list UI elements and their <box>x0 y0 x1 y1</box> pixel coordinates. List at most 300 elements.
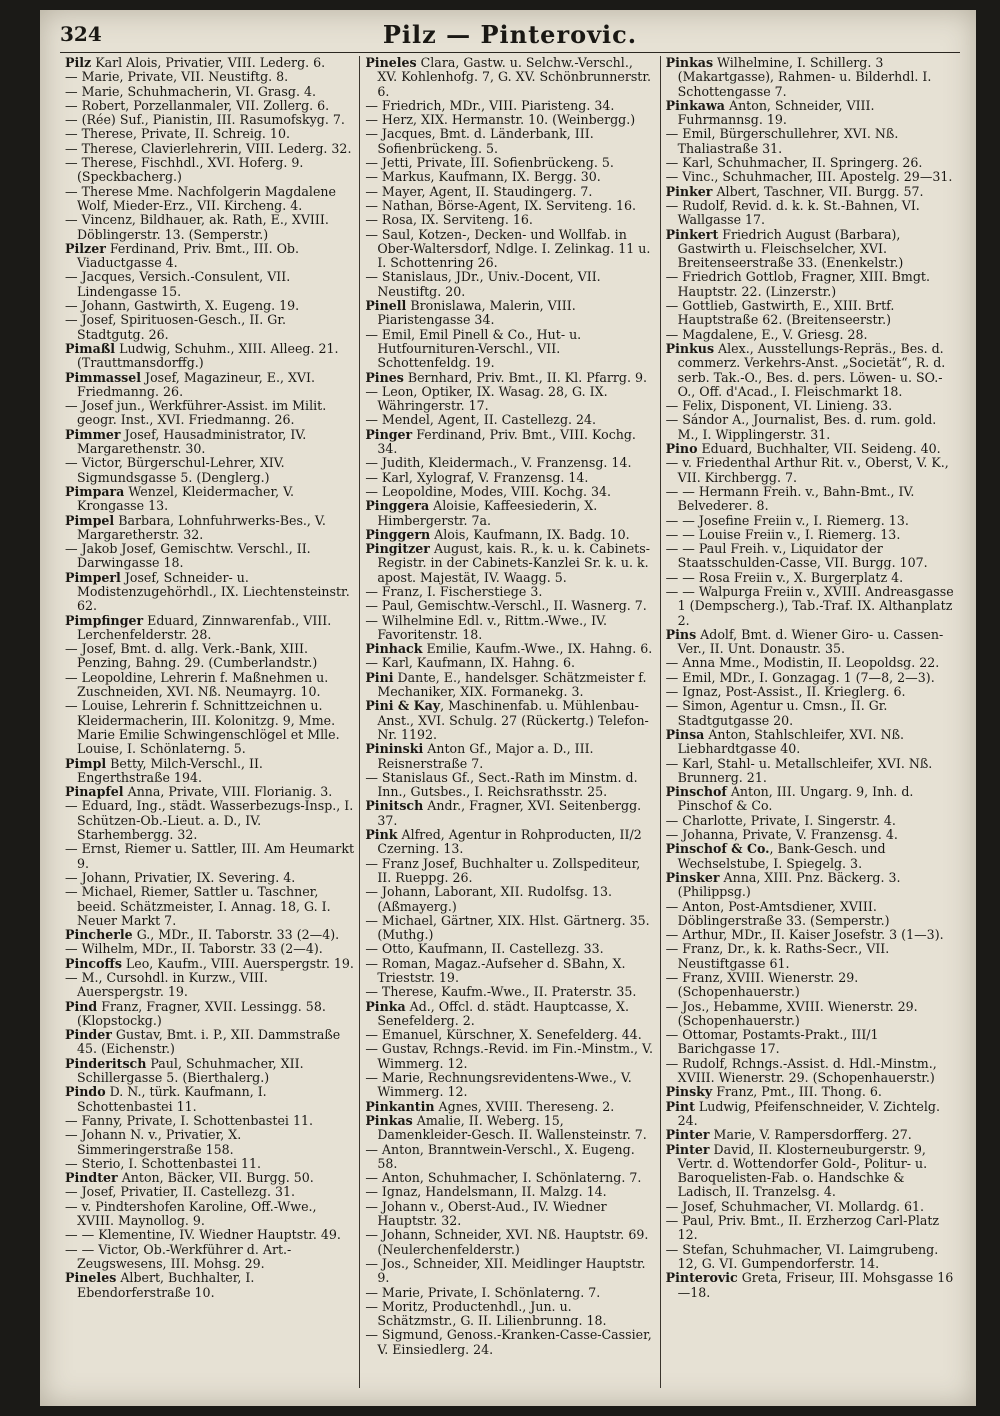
entry-surname: Pinka <box>365 998 406 1014</box>
directory-entry <box>666 1085 955 1099</box>
directory-entry <box>666 628 955 657</box>
entry-surname: Pingitzer <box>365 541 430 557</box>
entry-surname: Pininski <box>365 741 424 757</box>
entry-text: — Anton, Schuhmacher, I. Schönlaterng. 7. <box>365 1170 642 1186</box>
entry-text: Amalie, II. Weberg. 15, Damenkleider-Gesch. II. Wallensteinstr. 7. <box>377 1112 647 1143</box>
directory-entry <box>65 99 354 113</box>
entry-text: Ferdinand, Priv. Bmt., III. Ob. Viaductgasse 4. <box>77 240 299 271</box>
directory-entry <box>65 614 354 643</box>
entry-surname: Pink <box>365 827 398 843</box>
entry-text: — Emil, Bürgerschullehrer, XVI. Nß. Thaliastraße 31. <box>665 126 899 156</box>
directory-entry <box>365 127 654 156</box>
entry-text: — — Hermann Freih. v., Bahn-Bmt., IV. Belvederег. 8. <box>665 483 915 514</box>
entry-text: — Franz, I. Fischerstiege 3. <box>365 583 543 599</box>
entry-text: — Gustav, Rchngs.-Revid. im Fin.-Minstm., V. Wimmerg. 12. <box>365 1041 653 1071</box>
directory-entry <box>65 242 354 271</box>
entry-text: Alex., Ausstellungs-Repräs., Bes. d. commerz. Verkehrs-Anst. „Societät“, R. d. serb. Tak.-O., Bes. d. pers. Löwen- u. SO.-O., Off. d'Acad., I. Fleischmarkt 18. <box>677 340 946 399</box>
directory-entry <box>365 328 654 371</box>
entry-text: Eduard, Buchhalter, VII. Seideng. 40. <box>697 441 941 457</box>
entry-surname: Pimpara <box>65 483 125 499</box>
entry-surname: Pinkantin <box>365 1098 435 1114</box>
directory-entry <box>365 857 654 886</box>
entry-text: — Anton, Post-Amtsdiener, XVIII. Döblingerstraße 33. (Semperstr.) <box>665 898 890 928</box>
entry-surname: Pineles <box>65 1270 117 1286</box>
entry-text: — Sigmund, Genoss.-Kranken-Casse-Cassier, V. Einsiedlerg. 24. <box>365 1327 652 1357</box>
entry-text: — Leopoldine, Lehrerin f. Maßnehmen u. Zuschneiden, XVI. Nß. Neumayrg. 10. <box>65 669 329 700</box>
entry-text: Clara, Gastw. u. Selchw.-Verschl., XV. Kohlenhofg. 7, G. XV. Schönbrunnerstr. 6. <box>377 56 652 99</box>
entry-text: — Jacques, Versich.-Consulent, VII. Lindengasse 15. <box>65 269 291 299</box>
directory-entry <box>666 99 955 128</box>
directory-entry <box>666 56 955 99</box>
entry-text: — Leopoldine, Modes, VIII. Kochg. 34. <box>365 483 612 499</box>
directory-entry <box>666 528 955 542</box>
page-number: 324 <box>60 22 102 46</box>
directory-page <box>40 10 976 1406</box>
directory-entry <box>666 728 955 757</box>
directory-entry <box>666 170 955 184</box>
directory-entry <box>365 1200 654 1229</box>
entry-text: — Johann N. v., Privatier, X. Simmeringerstraße 158. <box>65 1127 242 1157</box>
entry-text: Anton, Schneider, VIII. Fuhrmannsg. 19. <box>677 97 875 128</box>
directory-entry <box>65 313 354 342</box>
entry-text: — Felix, Disponent, VI. Linieng. 33. <box>665 398 893 414</box>
entry-surname: Pinter <box>665 1127 710 1143</box>
entry-text: — Wilhelm, MDr., II. Taborstr. 33 (2—4). <box>65 941 323 957</box>
entry-text: Franz, Pmt., III. Thong. 6. <box>712 1084 882 1100</box>
entry-text: — Charlotte, Private, I. Singerstr. 4. <box>665 812 896 828</box>
entry-surname: Pinter <box>665 1141 710 1157</box>
entry-text: Wenzel, Kleidermacher, V. Krongasse 13. <box>77 483 295 514</box>
directory-entry <box>365 942 654 956</box>
directory-entry <box>365 1100 654 1114</box>
directory-entry <box>365 1071 654 1100</box>
entry-text: Ludwig, Schuhm., XIII. Alleeg. 21. (Trauttmansdorffg.) <box>77 340 339 371</box>
entry-surname: Pinsa <box>665 726 705 742</box>
entry-text: Anna, Private, VIII. Florianig. 3. <box>123 784 333 800</box>
directory-entry <box>365 885 654 914</box>
directory-entry <box>365 385 654 414</box>
directory-entry <box>365 614 654 643</box>
entry-surname: Pinggera <box>365 498 430 514</box>
directory-entry <box>666 656 955 670</box>
entry-surname: Pinsker <box>665 869 720 885</box>
entry-text: — Jos., Schneider, XII. Meidlinger Hauptstr. 9. <box>365 1255 646 1286</box>
entry-text: — Stefan, Schuhmacher, VI. Laimgrubeng. 12, G. VI. Gumpendorferstr. 14. <box>665 1241 939 1271</box>
directory-entry <box>65 799 354 842</box>
directory-entry <box>365 113 654 127</box>
directory-entry <box>666 1057 955 1086</box>
directory-entry <box>365 413 654 427</box>
entry-surname: Pins <box>665 626 697 642</box>
directory-entry <box>666 185 955 199</box>
directory-entry <box>65 185 354 214</box>
entry-text: — Karl, Kaufmann, IX. Hahng. 6. <box>365 655 576 671</box>
directory-entry <box>666 1128 955 1142</box>
entry-text: — — Paul Freih. v., Liquidator der Staatsschulden-Casse, VII. Burgg. 107. <box>665 541 928 571</box>
entry-text: — Eduard, Ing., städt. Wasserbezugs-Insp., I. Schützen-Ob.-Lieut. a. D., IV. Starhembergg. 32. <box>65 798 354 843</box>
entry-text: Anton Gf., Major a. D., III. Reisnerstraße 7. <box>377 741 594 771</box>
entry-text: — Marie, Private, VII. Neustiftg. 8. <box>65 69 289 85</box>
directory-entry <box>65 1000 354 1029</box>
entry-surname: Pinder <box>65 1027 112 1043</box>
entry-surname: Pinschof & Co. <box>665 841 770 857</box>
directory-entry <box>666 413 955 442</box>
running-head: Pilz — Pinterovic. <box>382 20 638 49</box>
entry-surname: Pinitsch <box>365 798 424 814</box>
entry-text: — Markus, Kaufmann, IX. Bergg. 30. <box>365 169 601 185</box>
entry-text: Anton, III. Ungarg. 9, Inh. d. Pinschof & Co. <box>677 784 914 814</box>
directory-entry <box>65 757 354 786</box>
directory-entry <box>666 942 955 971</box>
directory-entry <box>365 671 654 700</box>
entry-surname: Pinkas <box>365 1112 413 1128</box>
entry-text: — Emanuel, Kürschner, X. Senefelderg. 44. <box>365 1027 642 1043</box>
directory-entry <box>65 485 354 514</box>
directory-entry <box>365 1257 654 1286</box>
entry-text: — Karl, Xylograf, V. Franzensg. 14. <box>365 469 589 485</box>
directory-entry <box>365 1300 654 1329</box>
entry-text: — Vinc., Schuhmacher, III. Apostelg. 29—31. <box>665 169 953 185</box>
directory-entry <box>365 228 654 271</box>
directory-entry <box>65 942 354 956</box>
entry-text: — Friedrich, MDr., VIII. Piaristeng. 34. <box>365 97 615 113</box>
directory-entry <box>666 685 955 699</box>
directory-entry <box>65 1057 354 1086</box>
entry-surname: Pinkus <box>665 340 715 356</box>
directory-entry <box>65 1243 354 1272</box>
directory-entry <box>65 1028 354 1057</box>
entry-surname: Pimpel <box>65 512 115 528</box>
entry-text: — Josef, Bmt. d. allg. Verk.-Bank, XIII. Penzing, Bahng. 29. (Cumberlandstr.) <box>65 641 318 671</box>
directory-entry <box>65 113 354 127</box>
entry-text: , Bank-Gesch. und Wechselstube, I. Spiegelg. 3. <box>677 841 886 871</box>
directory-entry <box>666 456 955 485</box>
entry-text: — Moritz, Productenhdl., Jun. u. Schätzmstr., G. II. Lilienbrunng. 18. <box>365 1298 607 1329</box>
entry-text: — Franz, XVIII. Wienerstr. 29. (Schopenhauerstr.) <box>665 970 859 1000</box>
directory-entry <box>666 971 955 1000</box>
entry-text: D. N., türk. Kaufmann, I. Schottenbastei 11. <box>77 1084 267 1114</box>
entry-surname: Pinkawa <box>665 97 725 113</box>
directory-entry <box>365 99 654 113</box>
entry-text: — Sándor A., Journalist, Bes. d. rum. gold. M., I. Wipplingerstr. 31. <box>665 412 937 442</box>
directory-entry <box>65 371 354 400</box>
entry-text: Alfred, Agentur in Rohproducten, II/2 Czerning. 13. <box>377 827 642 857</box>
directory-entry <box>365 1328 654 1357</box>
entry-text: — Paul, Priv. Bmt., II. Erzherzog Carl-Platz 12. <box>665 1213 940 1243</box>
entry-text: — Johann, Schneider, XVI. Nß. Hauptstr. 69. (Neulerchenfelderstr.) <box>365 1227 649 1257</box>
entry-text: Andr., Fragner, XVI. Seitenbergg. 37. <box>377 798 642 828</box>
directory-entry <box>65 428 354 457</box>
entry-surname: Pines <box>365 369 404 385</box>
entry-surname: Pinkas <box>665 56 714 70</box>
directory-entry <box>65 270 354 299</box>
directory-entry <box>666 156 955 170</box>
entry-text: — Nathan, Börse-Agent, IX. Serviteng. 16. <box>365 197 636 213</box>
entry-text: — Therese, Kaufm.-Wwe., II. Praterstr. 35. <box>365 984 637 1000</box>
entry-surname: Pimaßl <box>65 340 116 356</box>
entry-text: — Simon, Agentur u. Cmsn., II. Gr. Stadtgutgasse 20. <box>665 698 888 728</box>
entry-text: August, kais. R., k. u. k. Cabinets-Registr. in der Cabinets-Kanzlei Sr. k. u. k. apost. Majestät, IV. Waagg. 5. <box>377 541 650 585</box>
entry-text: — Mayer, Agent, II. Staudingerg. 7. <box>365 183 593 199</box>
entry-text: — Magdalene, E., V. Griesg. 28. <box>665 326 868 342</box>
entry-text: — Karl, Stahl- u. Metallschleifer, XVI. Nß. Brunnerg. 21. <box>665 755 933 785</box>
entry-surname: Pini & Kay <box>365 698 441 714</box>
entry-text: — Judith, Kleidermach., V. Franzensg. 14. <box>365 455 632 471</box>
directory-entry <box>365 485 654 499</box>
directory-entry <box>666 699 955 728</box>
entry-surname: Pinell <box>365 298 407 314</box>
entry-text: Paul, Schuhmacher, XII. Schillergasse 5. (Bierthalerg.) <box>77 1055 304 1086</box>
directory-entry <box>65 56 354 70</box>
directory-entry <box>666 785 955 814</box>
entry-text: Adolf, Bmt. d. Wiener Giro- u. Cassen-Ver., II. Unt. Donaustr. 35. <box>677 626 944 657</box>
directory-entry <box>666 757 955 786</box>
entry-text: — Anton, Branntwein-Verschl., X. Eugeng. 58. <box>365 1141 635 1171</box>
directory-entry <box>65 456 354 485</box>
entry-surname: Pint <box>665 1098 695 1114</box>
directory-entry <box>666 542 955 571</box>
directory-entry <box>365 213 654 227</box>
entry-text: Agnes, XVIII. Thereseng. 2. <box>434 1098 615 1114</box>
directory-entry <box>65 85 354 99</box>
entry-text: David, II. Klosterneuburgerstr. 9, Vertr. d. Wottendorfer Gold-, Politur- u. Baroquelisten-Fab. o. Handschke & Ladisch, II. Tranzelsg. 4. <box>677 1141 928 1200</box>
directory-entry <box>666 585 955 628</box>
entry-text: — Vincenz, Bildhauer, ak. Rath, E., XVIII. Döblingerstr. 13. (Semperstr.) <box>65 212 329 242</box>
directory-entry <box>666 442 955 456</box>
entry-text: — Ignaz, Handelsmann, II. Malzg. 14. <box>365 1184 607 1200</box>
entry-text: Bernhard, Priv. Bmt., II. Kl. Pfarrg. 9. <box>403 369 647 385</box>
directory-entry <box>666 270 955 299</box>
entry-text: — Wilhelmine Edl. v., Rittm.-Wwe., IV. Favoritenstr. 18. <box>365 612 607 642</box>
directory-entry <box>666 900 955 929</box>
entry-text: — Saul, Kotzen-, Decken- und Wollfab. in Ober-Waltersdorf, Ndlge. I. Zelinkag. 11 u. I. Schottenring 26. <box>365 226 651 271</box>
entry-text: — Victor, Bürgerschul-Lehrer, XIV. Sigmundsgasse 5. (Denglerg.) <box>65 455 285 485</box>
entry-surname: Pinderitsch <box>65 1055 147 1071</box>
entry-text: — Rudolf, Rchngs.-Assist. d. Hdl.-Minstm., XVIII. Wienerstr. 29. (Schopenhauerstr.) <box>665 1055 937 1086</box>
entry-text: , Maschinenfab. u. Mühlenbau-Anst., XVI. Schulg. 27 (Rückertg.) Telefon-Nr. 1192. <box>377 698 649 742</box>
entry-text: — Franz Josef, Buchhalter u. Zollspediteur, II. Rueppg. 26. <box>365 855 641 885</box>
directory-entry <box>65 642 354 671</box>
entry-text: — — Victor, Ob.-Werkführer d. Art.-Zeugswesens, III. Mohsg. 29. <box>65 1241 292 1271</box>
entry-text: Leo, Kaufm., VIII. Auerspergstr. 19. <box>121 955 354 971</box>
entry-surname: Pinker <box>665 183 713 199</box>
entry-text: — Josef, Privatier, II. Castellezg. 31. <box>65 1184 296 1200</box>
directory-entry <box>666 1100 955 1129</box>
directory-entry <box>65 1171 354 1185</box>
directory-entry <box>365 699 654 742</box>
entry-surname: Pinsky <box>665 1084 713 1100</box>
directory-entry <box>365 156 654 170</box>
directory-entry <box>365 299 654 328</box>
directory-entry <box>65 70 354 84</box>
entry-text: — Herz, XIX. Hermanstr. 10. (Weinbergg.) <box>365 112 636 128</box>
entry-text: — Michael, Riemer, Sattler u. Taschner, beeid. Schätzmeister, I. Annag. 18, G. I. Neuer Markt 7. <box>65 884 331 928</box>
entry-text: Marie, V. Rampersdorfferg. 27. <box>709 1127 912 1143</box>
directory-entry <box>365 56 654 99</box>
entry-text: — Johann v., Oberst-Aud., IV. Wiedner Hauptstr. 32. <box>365 1198 607 1229</box>
directory-entry <box>666 871 955 900</box>
directory-entry <box>65 571 354 614</box>
entry-text: — Josef, Schuhmacher, VI. Mollardg. 61. <box>665 1198 925 1214</box>
directory-entry <box>65 971 354 1000</box>
entry-surname: Pineles <box>365 56 417 70</box>
entry-text: — Friedrich Gottlob, Fragner, XIII. Bmgt. Hauptstr. 22. (Linzerstr.) <box>665 269 930 299</box>
entry-text: — Johann, Privatier, IX. Severing. 4. <box>65 869 296 885</box>
entry-text: Wilhelmine, I. Schillerg. 3 (Makartgasse), Rahmen- u. Bilderhdl. I. Schottengasse 7. <box>677 56 932 99</box>
directory-entry <box>65 399 354 428</box>
directory-entry <box>65 885 354 928</box>
directory-entry <box>65 671 354 700</box>
entry-text: Alois, Kaufmann, IX. Badg. 10. <box>430 526 630 542</box>
directory-entry <box>65 514 354 543</box>
entry-text: — Leon, Optiker, IX. Wasag. 28, G. IX. Währingerstr. 17. <box>365 383 608 414</box>
entry-text: — Fanny, Private, I. Schottenbastei 11. <box>65 1112 313 1128</box>
directory-entry <box>666 514 955 528</box>
entry-surname: Pimmer <box>65 426 121 442</box>
directory-entry <box>666 828 955 842</box>
entry-text: — Marie, Schuhmacherin, VI. Grasg. 4. <box>65 83 316 99</box>
entry-text: — Louise, Lehrerin f. Schnittzeichnen u. Kleidermacherin, III. Kolonitzg. 9, Mme. Marie Emilie Schwingenschlögel et Mlle. Louise, I. Schönlaterng. 5. <box>65 698 340 757</box>
directory-entry <box>365 371 654 385</box>
directory-entry <box>65 871 354 885</box>
entry-text: — Otto, Kaufmann, II. Castellezg. 33. <box>365 941 604 957</box>
entry-text: — Johanna, Private, V. Franzensg. 4. <box>665 827 898 843</box>
entry-text: — Franz, Dr., k. k. Raths-Secr., VII. Neustiftgasse 61. <box>665 941 890 971</box>
entry-text: G., MDr., II. Taborstr. 33 (2—4). <box>132 927 340 943</box>
entry-text: — Sterio, I. Schottenbastei 11. <box>65 1155 262 1171</box>
entry-text: Josef, Hausadministrator, IV. Margarethenstr. 30. <box>77 426 307 457</box>
directory-entry <box>365 1114 654 1143</box>
directory-entry <box>666 928 955 942</box>
entry-surname: Pindo <box>65 1084 106 1100</box>
entry-text: Greta, Friseur, III. Mohsgasse 16—18. <box>677 1270 954 1300</box>
entry-surname: Pimperl <box>65 569 121 585</box>
directory-entry <box>666 1143 955 1200</box>
directory-entry <box>666 299 955 328</box>
entry-text: Betty, Milch-Verschl., II. Engerthstraße 194. <box>77 755 263 785</box>
directory-entry <box>365 985 654 999</box>
entry-text: Ad., Offcl. d. städt. Hauptcasse, X. Senefelderg. 2. <box>377 998 630 1028</box>
directory-entry <box>365 585 654 599</box>
directory-entry <box>365 1143 654 1172</box>
entry-text: Franz, Fragner, XVII. Lessingg. 58. (Klopstockg.) <box>77 998 326 1028</box>
directory-entry <box>365 1185 654 1199</box>
entry-surname: Pini <box>365 669 394 685</box>
directory-entry <box>365 471 654 485</box>
entry-text: — (Rée) Suf., Pianistin, III. Rasumofskyg. 7. <box>65 112 345 128</box>
entry-text: — Gottlieb, Gastwirth, E., XIII. Brtf. Hauptstraße 62. (Breitenseerstr.) <box>665 298 895 328</box>
entry-surname: Pimpfinger <box>65 612 144 628</box>
entry-text: — Anna Mme., Modistin, II. Leopoldsg. 22. <box>665 655 940 671</box>
entry-text: Karl Alois, Privatier, VIII. Lederg. 6. <box>91 56 326 70</box>
directory-entry <box>666 328 955 342</box>
entry-text: — Ignaz, Post-Assist., II. Kriegleгg. 6. <box>665 684 906 700</box>
directory-entry <box>365 170 654 184</box>
entry-text: Anton, Bäcker, VII. Burgg. 50. <box>117 1170 314 1186</box>
entry-text: Bronislawa, Malerin, VIII. Piaristengasse 34. <box>377 298 576 328</box>
entry-text: — Therese, Fischhdl., XVI. Hoferg. 9. (Speckbacherg.) <box>65 155 304 185</box>
directory-entry <box>65 1085 354 1114</box>
entry-surname: Pinkert <box>665 226 719 242</box>
entry-text: Dante, E., handelsger. Schätzmeister f. Mechaniker, XIX. Formanekg. 3. <box>377 669 647 700</box>
directory-entry <box>666 1214 955 1243</box>
directory-entry <box>65 957 354 971</box>
entry-surname: Pilzer <box>65 240 106 256</box>
entry-surname: Pino <box>665 441 698 457</box>
directory-entry <box>666 1243 955 1272</box>
entry-text: — Johann, Laborant, XII. Rudolfsg. 13. (Aßmayerg.) <box>365 884 613 914</box>
entry-text: Anna, XIII. Pnz. Bäckerg. 3. (Philippsg.) <box>677 869 901 900</box>
directory-entry <box>65 699 354 756</box>
entry-text: — — Klementine, IV. Wiedner Hauptstr. 49. <box>65 1227 341 1243</box>
entry-text: — Josef, Spirituosen-Gesch., II. Gr. Stadtgutg. 26. <box>65 312 286 342</box>
entry-surname: Pimpl <box>65 755 107 771</box>
entry-surname: Pinggern <box>365 526 431 542</box>
entry-text: — Marie, Private, I. Schönlaterng. 7. <box>365 1284 601 1300</box>
entry-surname: Pincherle <box>65 927 133 943</box>
directory-entry <box>65 1114 354 1128</box>
entry-text: — Jakob Josef, Gemischtw. Verschl., II. Darwingasse 18. <box>65 541 311 571</box>
entry-text: — Josef jun., Werkführer-Assist. im Milit. geogr. Inst., XVI. Friedmanng. 26. <box>65 398 327 428</box>
entry-text: — Karl, Schuhmacher, II. Springerg. 26. <box>665 155 923 171</box>
directory-entry <box>65 342 354 371</box>
entry-surname: Pinger <box>365 426 413 442</box>
directory-entry <box>65 213 354 242</box>
entry-text: — Rosa, IX. Serviteng. 16. <box>365 212 533 228</box>
directory-entry <box>666 199 955 228</box>
entry-text: Ferdinand, Priv. Bmt., VIII. Kochg. 34. <box>377 426 636 457</box>
directory-entry <box>365 428 654 457</box>
page-header <box>60 18 960 53</box>
entry-text: — Arthur, MDr., II. Kaiser Josefstr. 3 (1—3). <box>665 927 944 943</box>
entry-text: — Ottomar, Postamts-Prakt., III/1 Barichgasse 17. <box>665 1027 879 1057</box>
directory-entry <box>666 1271 955 1300</box>
entry-text: — — Rosa Freiin v., X. Burgerplatz 4. <box>665 569 904 585</box>
directory-entry <box>365 914 654 943</box>
entry-text: — Emil, MDr., I. Gonzagag. 1 (7—8, 2—3). <box>665 669 935 685</box>
entry-text: — Jetti, Private, III. Sofienbrückeng. 5. <box>365 155 614 171</box>
directory-entry <box>666 842 955 871</box>
entry-text: — Johann, Gastwirth, X. Eugeng. 19. <box>65 298 300 314</box>
directory-entry <box>65 156 354 185</box>
directory-entry <box>365 1171 654 1185</box>
entry-surname: Pinterovic <box>665 1270 738 1286</box>
directory-entry <box>666 485 955 514</box>
directory-entry <box>365 828 654 857</box>
entry-surname: Pinapfel <box>65 784 124 800</box>
entry-text: — Rudolf, Revid. d. k. k. St.-Bahnen, VI. Wallgasse 17. <box>665 197 920 228</box>
entry-text: — Ernst, Riemer u. Sattler, III. Am Heumarkt 9. <box>65 841 355 871</box>
entry-text: — Robert, Porzellanmaler, VII. Zollerg. 6. <box>65 97 330 113</box>
entry-surname: Pimmassel <box>65 369 142 385</box>
entry-text: — Therese, Clavierlehrerin, VIII. Lederg. 32. <box>65 140 352 156</box>
entry-text: — Jacques, Bmt. d. Länderbank, III. Sofienbrückeng. 5. <box>365 126 594 156</box>
directory-entry <box>365 1042 654 1071</box>
entry-surname: Pind <box>65 998 98 1014</box>
directory-entry <box>666 399 955 413</box>
entry-surname: Pinhack <box>365 641 423 657</box>
directory-entry <box>365 656 654 670</box>
entry-text: Albert, Taschner, VII. Burgg. 57. <box>712 183 924 199</box>
directory-entry <box>666 571 955 585</box>
directory-column-left <box>60 56 359 1388</box>
directory-entry <box>365 957 654 986</box>
directory-entry <box>65 785 354 799</box>
entry-surname: Pincoffs <box>65 955 122 971</box>
entry-text: — Jos., Hebamme, XVIII. Wienerstr. 29. (Schopenhauerstr.) <box>665 998 918 1028</box>
entry-text: Friedrich August (Barbara), Gastwirth u. Fleischselcher, XVI. Breitenseerstraße 33. (Enenkelstr.) <box>677 226 904 271</box>
entry-text: — M., Cursohdl. in Kurzw., VIII. Auerspergstr. 19. <box>65 970 268 1000</box>
